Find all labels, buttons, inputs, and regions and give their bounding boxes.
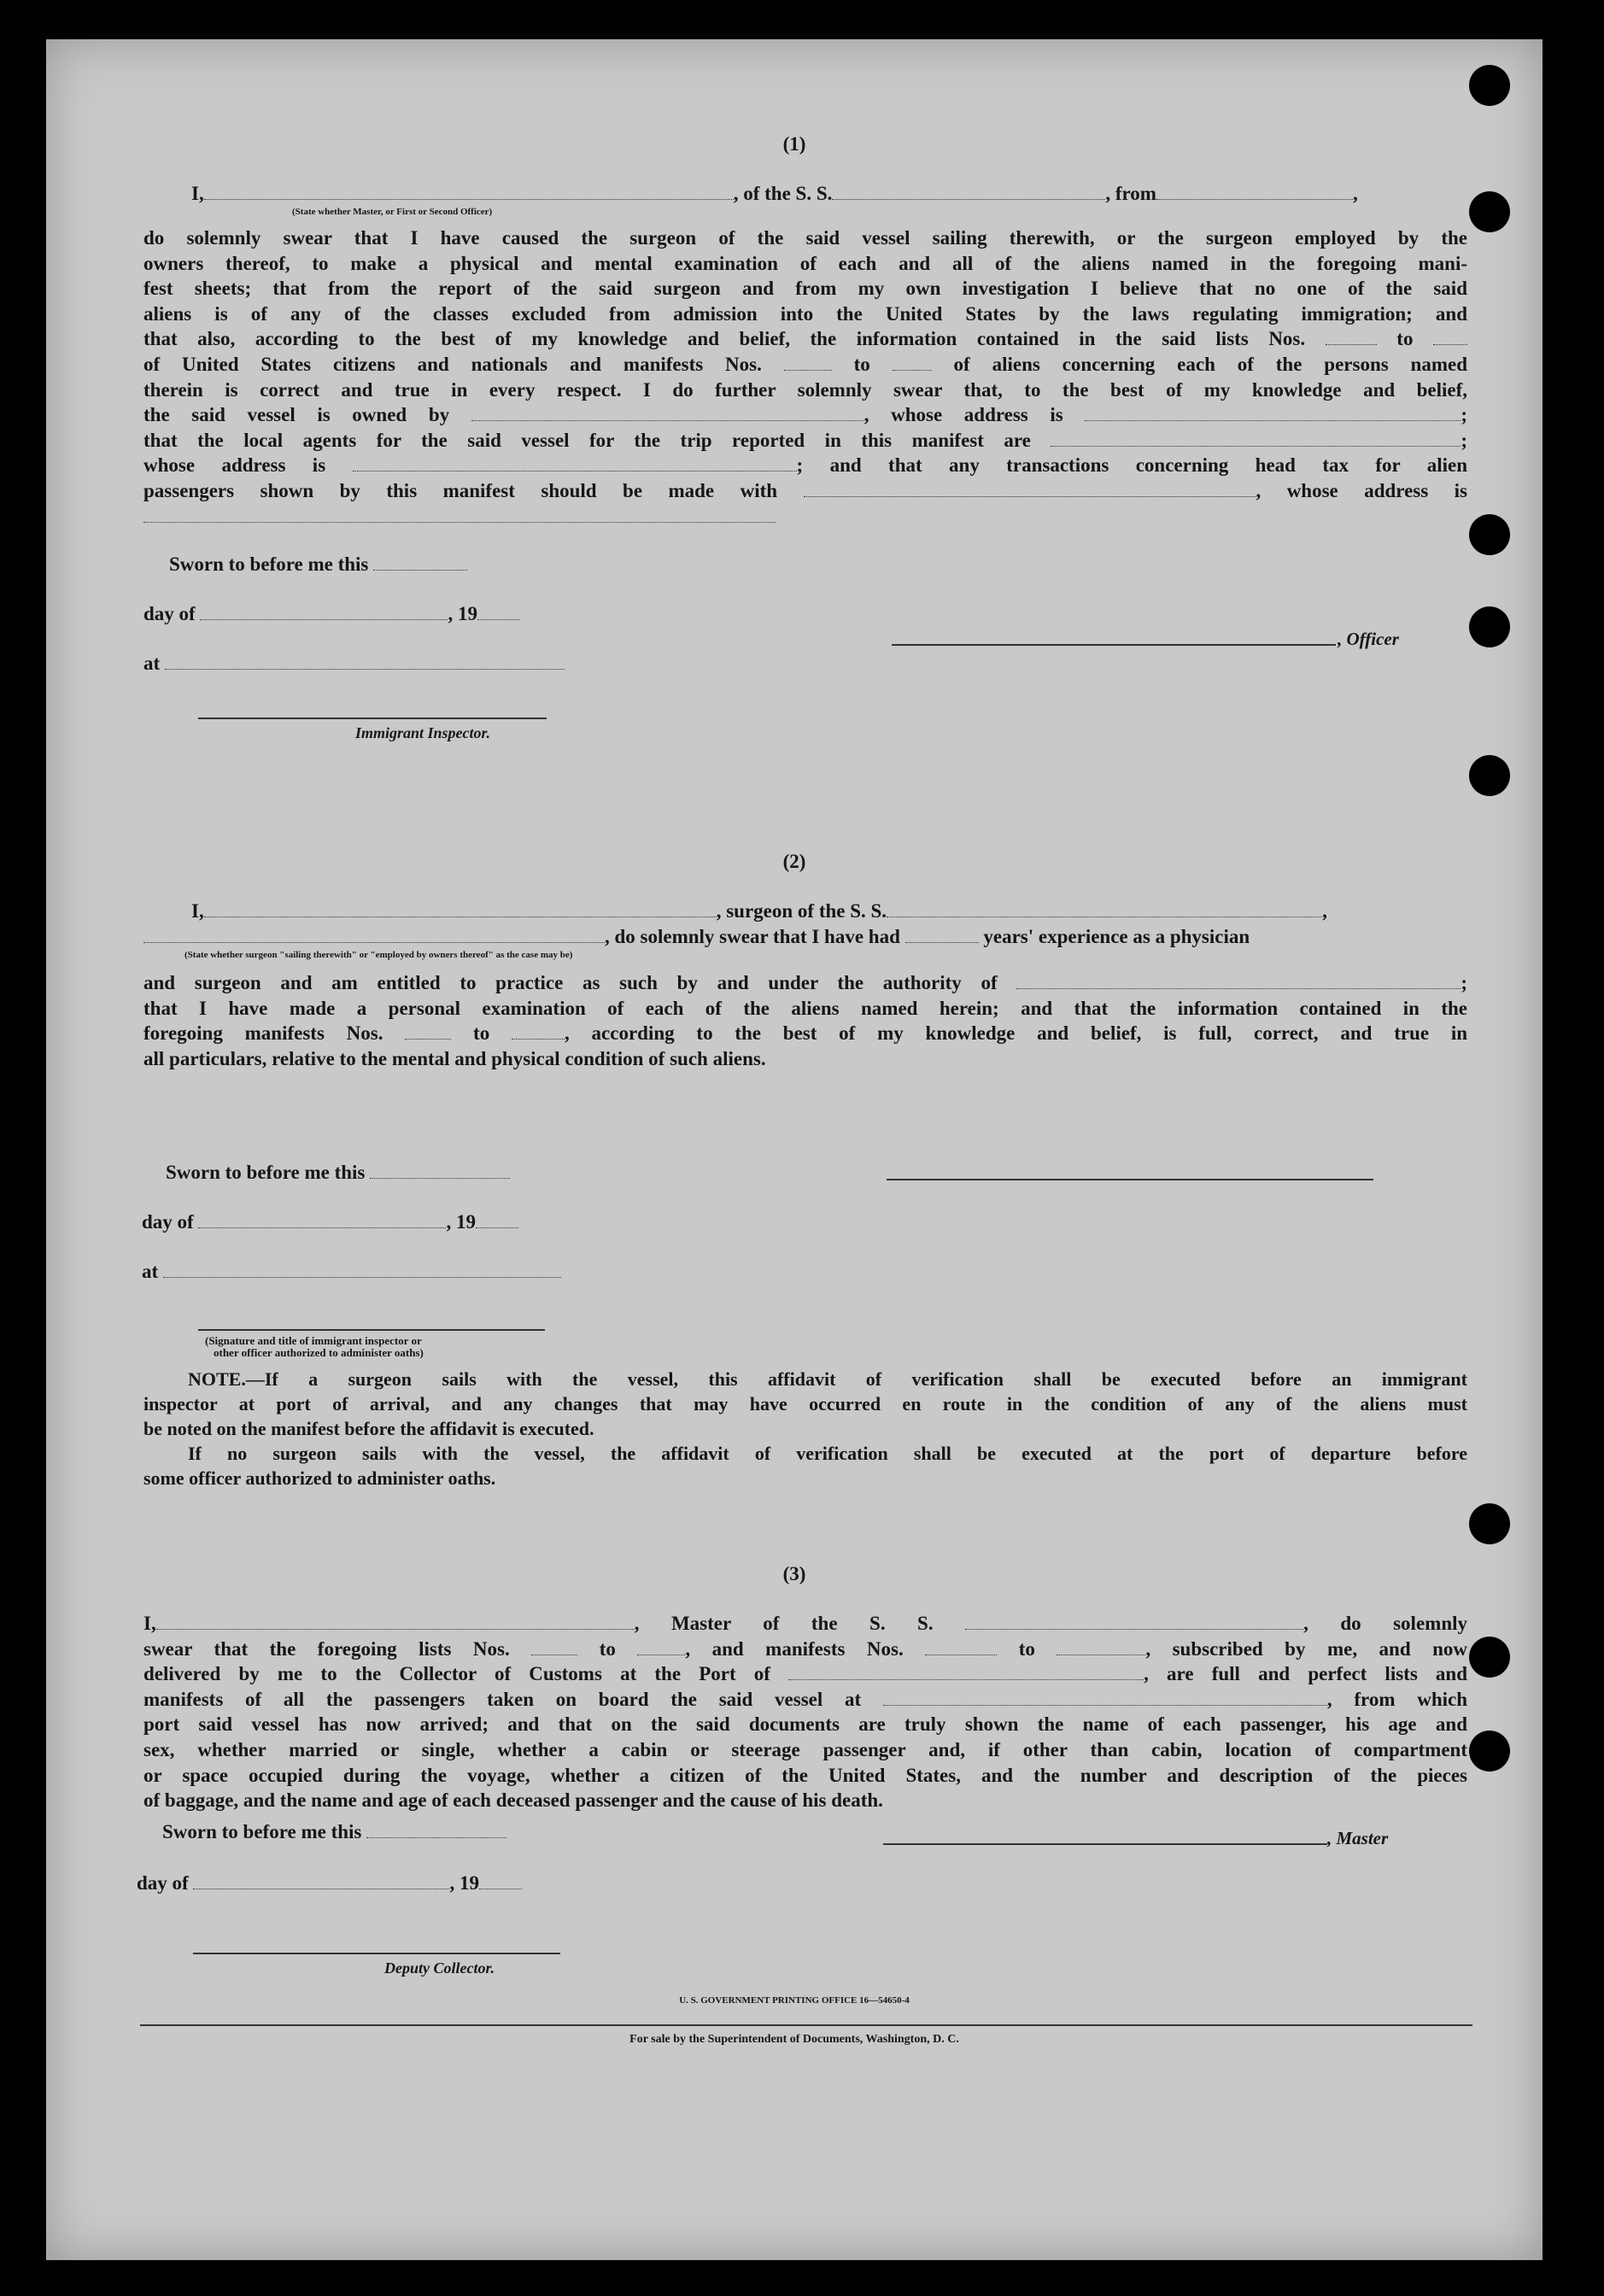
s1-officer-signature-line — [892, 644, 1336, 646]
s1-line1: I, , of the S. S. , from , — [191, 183, 1358, 204]
s2-sworn: Sworn to before me this — [166, 1162, 510, 1184]
punch-hole — [1469, 755, 1510, 796]
s1-officer-label: , Officer — [1338, 629, 1399, 649]
s1-officer-subscript: (State whether Master, or First or Second Officer) — [292, 207, 493, 217]
s3-day-of: day of , 19 — [137, 1872, 522, 1895]
s2-inspector-caption-2: other officer authorized to administer oaths) — [214, 1346, 424, 1359]
footer-rule — [140, 2024, 1472, 2026]
s1-inspector-signature-line — [198, 718, 547, 719]
section-1-heading: (1) — [782, 133, 806, 155]
s1-sworn: Sworn to before me this — [169, 554, 467, 576]
punch-hole — [1469, 1637, 1510, 1678]
s2-at: at — [142, 1261, 561, 1283]
s2-note: NOTE.—If a surgeon sails with the vessel, this affidavit of verification shall be executed before an immigrant inspector at port of arrival, and any changes that may have occurred en route in the condition of any of the aliens must be noted on the manifest before the affidavit is executed. If no surgeon sails with the vessel, the affidavit of verification shall be executed at the port of departure before some officer authorized to administer oaths. — [143, 1368, 1467, 1489]
punch-hole — [1469, 1731, 1510, 1772]
s3-sworn: Sworn to before me this — [162, 1821, 506, 1843]
punch-hole — [1469, 514, 1510, 555]
printing-office-imprint: U. S. GOVERNMENT PRINTING OFFICE 16—54650-4 — [679, 1995, 910, 2006]
s2-surgeon-subscript: (State whether surgeon "sailing therewith" or "employed by owners thereof" as the case may be) — [184, 950, 573, 960]
punch-hole — [1469, 65, 1510, 106]
s2-inspector-caption-1: (Signature and title of immigrant inspector or — [205, 1334, 422, 1347]
footer-sale-notice: For sale by the Superintendent of Documents, Washington, D. C. — [629, 2033, 959, 2046]
s3-master-signature-line — [883, 1843, 1327, 1845]
section-2-body: and surgeon and am entitled to practice as such by and under the authority of ; that I have made a personal examination of each of the aliens named herein; and that the information contained in the foregoing manifests Nos. to , according to the best of my knowledge and belief, is full, correct, and true in all particulars, relative to the mental and physical condition of such aliens. — [143, 972, 1468, 1069]
s1-day-of: day of , 19 — [143, 603, 520, 625]
manifest-back-page — [46, 39, 1543, 2260]
punch-hole — [1469, 606, 1510, 647]
s2-surgeon-signature-line — [887, 1179, 1373, 1180]
s2-line1: I, , surgeon of the S. S. , — [191, 900, 1327, 922]
section-3-heading: (3) — [782, 1563, 806, 1584]
punch-hole — [1469, 191, 1510, 232]
s2-day-of: day of , 19 — [142, 1211, 518, 1233]
s3-deputy-label: Deputy Collector. — [384, 1959, 495, 1977]
s3-deputy-signature-line — [193, 1953, 560, 1954]
s2-inspector-signature-line — [198, 1329, 545, 1331]
section-2-heading: (2) — [782, 851, 806, 872]
s1-inspector-label: Immigrant Inspector. — [355, 724, 491, 741]
punch-hole — [1469, 1503, 1510, 1544]
s3-master-label: , Master — [1327, 1828, 1389, 1848]
s2-line2: , do solemnly swear that I have had years' experience as a physician — [143, 926, 1467, 948]
section-3-body: I, , Master of the S. S. , do solemnly swear that the foregoing lists Nos. to , and manifests Nos. to , subscribed by me, and now delivered by me to the Collector of Customs at the Port of , are full and perfect lists and manifests of all the passengers taken on board the said vessel at , from which port said vessel has now arrived; and that on the said documents are truly shown the name of each passenger, his age and sex, whether married or single, whether a cabin or steerage passenger and, if other than cabin, location of compartment or space occupied during the voyage, whether a citizen of the United States, and the number and description of the pieces of baggage, and the name and age of each deceased passenger and the cause of his death. — [143, 1613, 1468, 1812]
section-1-body: do solemnly swear that I have caused the surgeon of the said vessel sailing therewith, or the surgeon employed by the owners thereof, to make a physical and mental examination of each and all of the aliens named in the foregoing mani- fest sheets; that from the report of the said surgeon and from my own investigation I believe that no one of the said aliens is of any of the classes excluded from admission into the United States by the laws regulating immigration; and that also, according to the best of my knowledge and belief, the information contained in the said lists Nos. to of United States citizens and nationals and manifests Nos. to of aliens concerning each of the persons named therein is correct and true in every respect. I do further solemnly swear that, to the best of my knowledge and belief, the said vessel is owned by , whose address is ; that the local agents for the said vessel for the trip reported in this manifest are ; whose address is ; and that any transactions concerning head tax for alien passengers shown by this manifest should be made with , whose address is — [143, 226, 1467, 529]
s1-at: at — [143, 653, 565, 675]
